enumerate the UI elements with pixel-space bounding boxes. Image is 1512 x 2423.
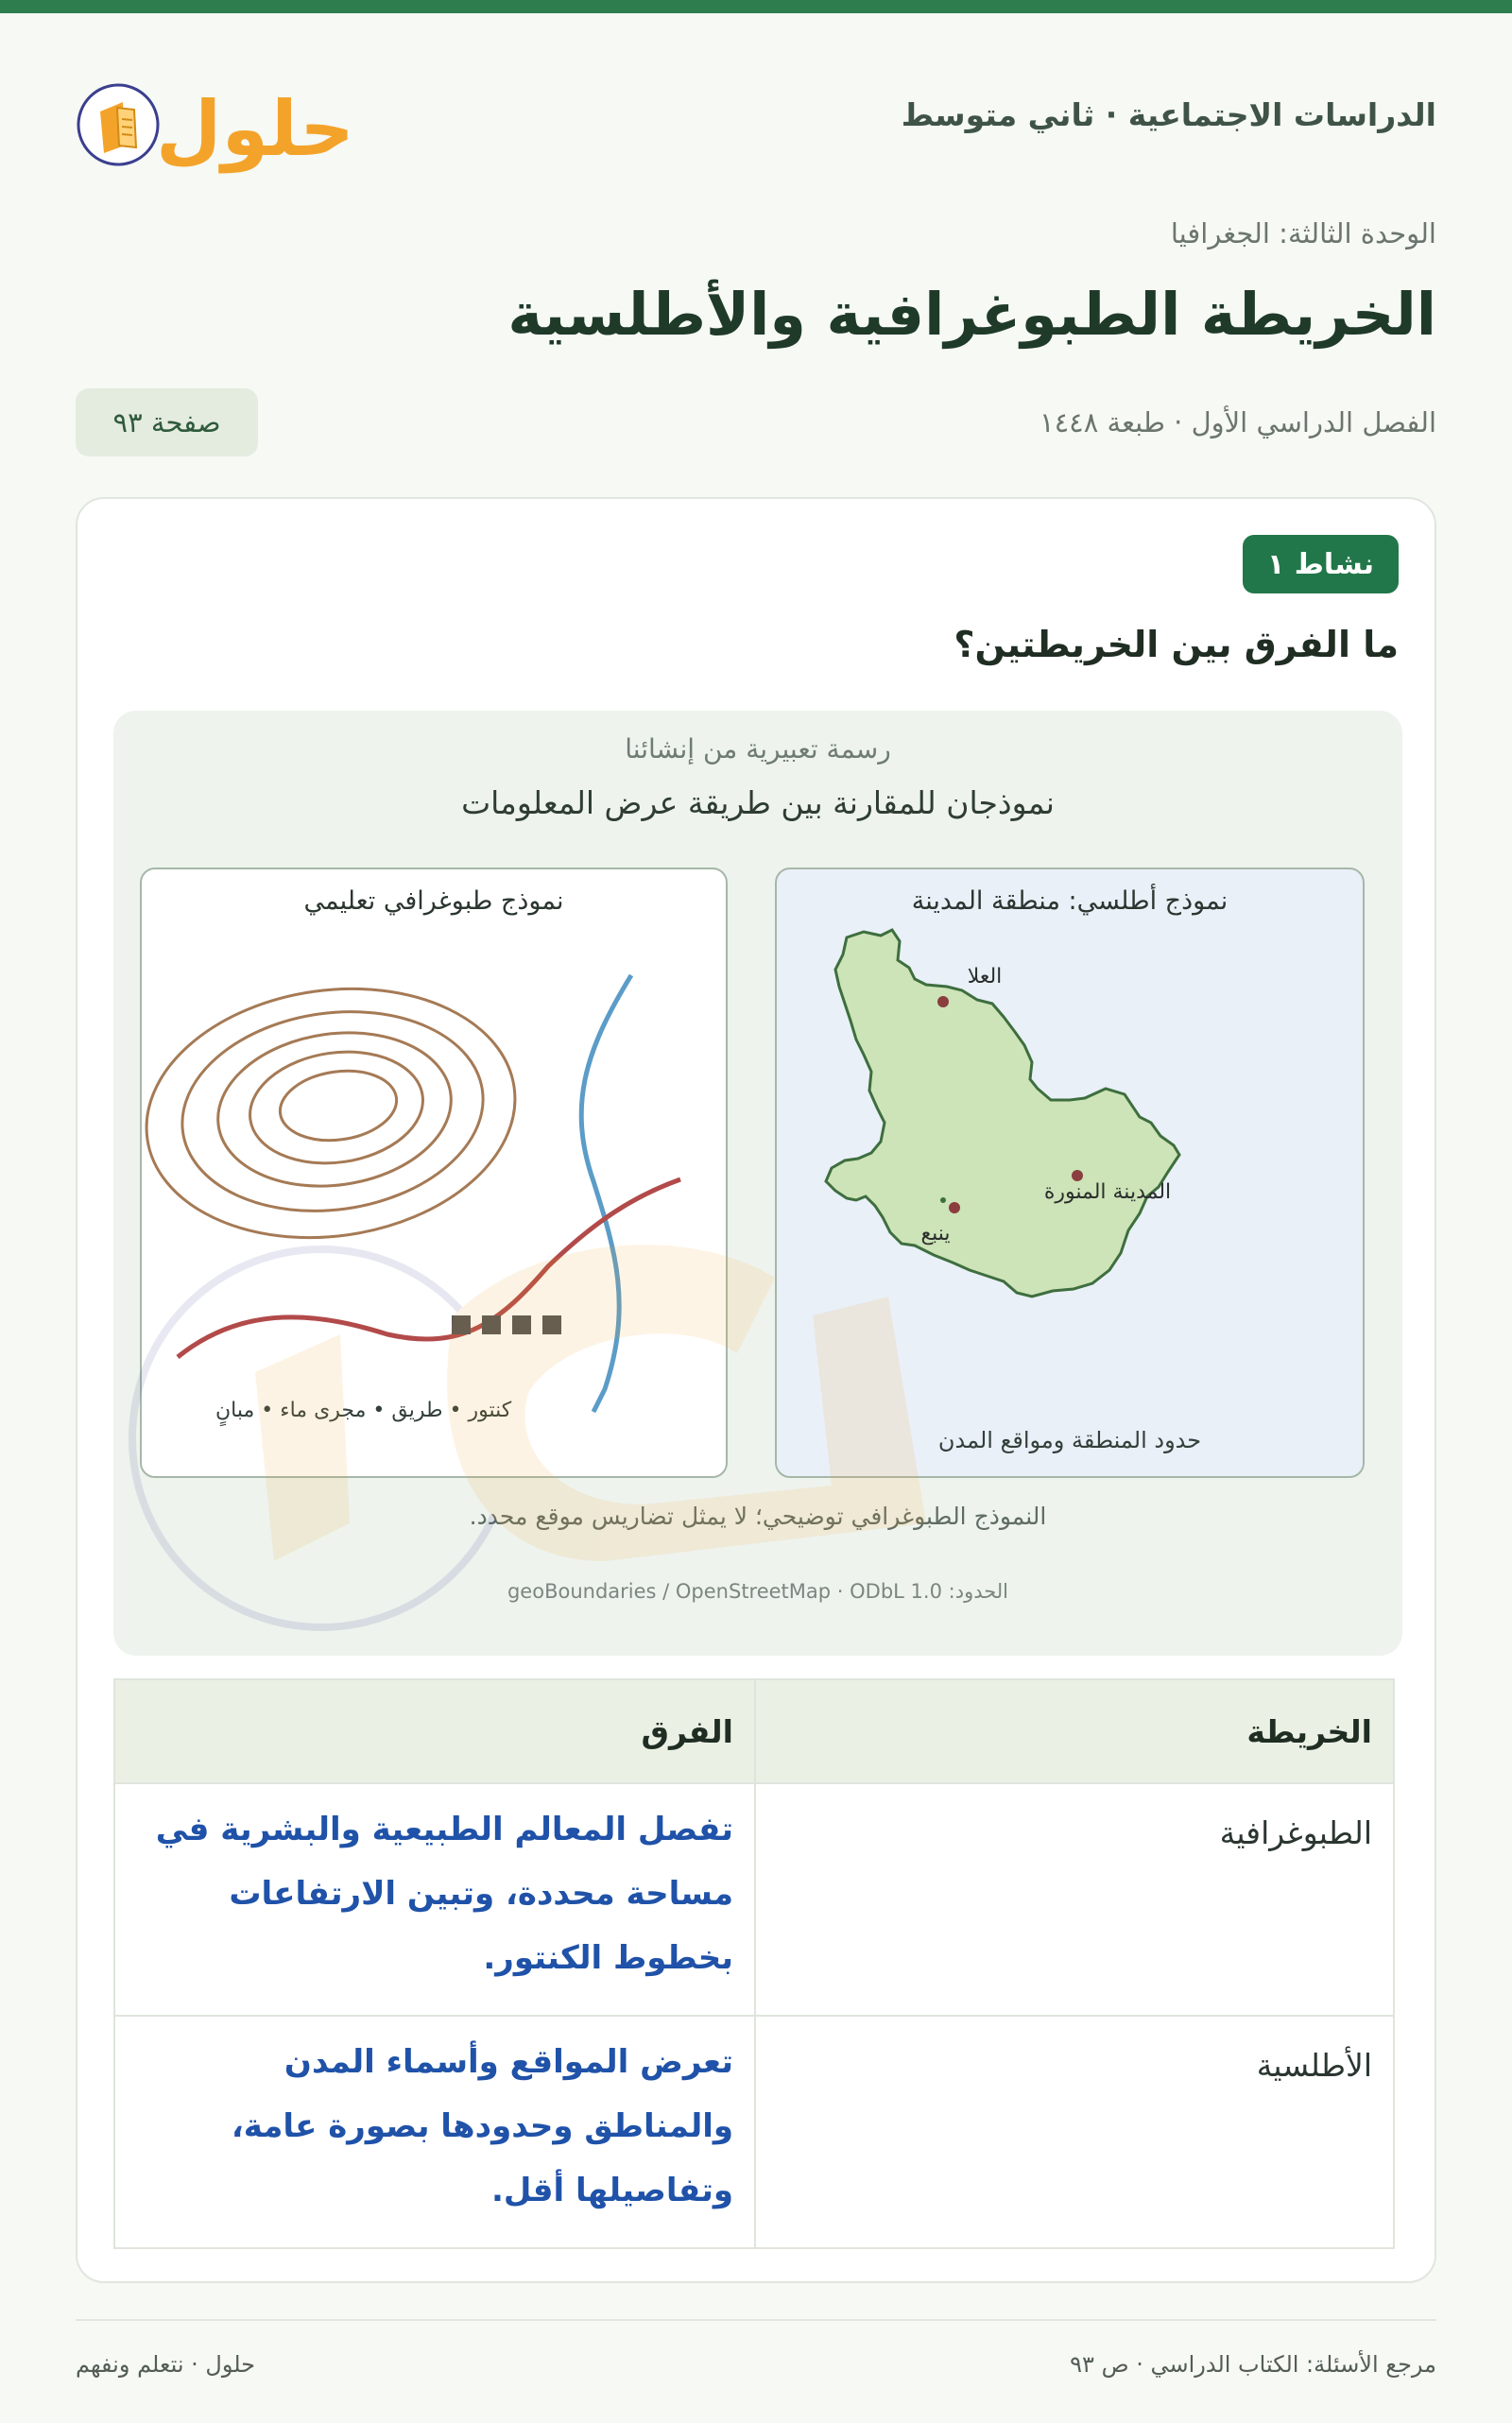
activity-card: [76, 497, 1436, 2283]
page-title: الخريطة الطبوغرافية والأطلسية: [507, 280, 1436, 349]
atlas-panel-footer: حدود المنطقة ومواقع المدن: [937, 1427, 1202, 1453]
footer-divider: [76, 2319, 1436, 2321]
unit-label: الوحدة الثالثة: الجغرافيا: [1170, 217, 1436, 249]
column-header-difference: الفرق: [114, 1679, 755, 1783]
figure-credit: رسمة تعبيرية من إنشائنا: [625, 733, 891, 765]
term-edition: الفصل الدراسي الأول · طبعة ١٤٤٨: [1040, 406, 1436, 438]
city-label-yanbu: ينبع: [920, 1222, 951, 1246]
road-line: [178, 1179, 680, 1357]
cell-map-name: الأطلسية: [755, 2016, 1394, 2248]
topo-panel-title: نموذج طبوغرافي تعليمي: [303, 886, 564, 916]
logo-text: حلول: [156, 85, 350, 173]
city-label-madinah: المدينة المنورة: [1043, 1180, 1172, 1204]
page-number-badge: صفحة ٩٣: [76, 388, 258, 456]
column-header-map: الخريطة: [755, 1679, 1394, 1783]
comparison-table: [113, 1678, 1395, 2249]
comparison-figure: [113, 711, 1402, 1656]
atlas-map: [777, 869, 1366, 1480]
cell-map-name: الطبوغرافية: [755, 1783, 1394, 2016]
city-dot-alula: [937, 996, 949, 1007]
logo[interactable]: [76, 66, 350, 180]
stream-line: [581, 975, 631, 1412]
top-accent-bar: [0, 0, 1512, 13]
activity-question: ما الفرق بين الخريطتين؟: [954, 624, 1399, 665]
buildings: [452, 1315, 561, 1334]
city-dot-yanbu: [949, 1202, 960, 1213]
cell-difference: تفصل المعالم الطبيعية والبشرية في مساحة محددة، وتبين الارتفاعات بخطوط الكنتور.: [114, 1783, 755, 2016]
subject-title: الدراسات الاجتماعية · ثاني متوسط: [901, 96, 1436, 133]
figure-note: النموذج الطبوغرافي توضيحي؛ لا يمثل تضاريس موقع محدد.: [469, 1503, 1047, 1530]
topo-legend: كنتور • طريق • مجرى ماء • مبانٍ: [215, 1399, 512, 1422]
atlas-panel-title: نموذج أطلسي: منطقة المدينة: [911, 886, 1228, 916]
source-label: الحدود:: [948, 1580, 1009, 1603]
table-row: [114, 2016, 1394, 2248]
contour-lines: [142, 966, 531, 1261]
cell-difference: تعرض المواقع وأسماء المدن والمناطق وحدودها بصورة عامة، وتفاصيلها أقل.: [114, 2016, 755, 2248]
figure-source: [113, 1580, 1402, 1603]
table-row: [114, 1783, 1394, 2016]
footer-reference: مرجع الأسئلة: الكتاب الدراسي · ص ٩٣: [1070, 2351, 1436, 2378]
figure-caption: نموذجان للمقارنة بين طريقة عرض المعلومات: [461, 784, 1055, 821]
footer-brand[interactable]: حلول · نتعلم ونفهم: [76, 2351, 255, 2378]
atlas-map-panel: [775, 868, 1365, 1478]
topographic-map-panel: [140, 868, 728, 1478]
region-boundary: [826, 930, 1179, 1297]
page-header: [76, 57, 1436, 180]
table-header-row: [114, 1679, 1394, 1783]
logo-icon: [76, 66, 350, 180]
topographic-map: [142, 869, 730, 1480]
source-text: geoBoundaries / OpenStreetMap · ODbL 1.0: [507, 1580, 942, 1603]
city-label-alula: العلا: [967, 965, 1003, 988]
activity-badge: نشاط ١: [1243, 535, 1399, 593]
